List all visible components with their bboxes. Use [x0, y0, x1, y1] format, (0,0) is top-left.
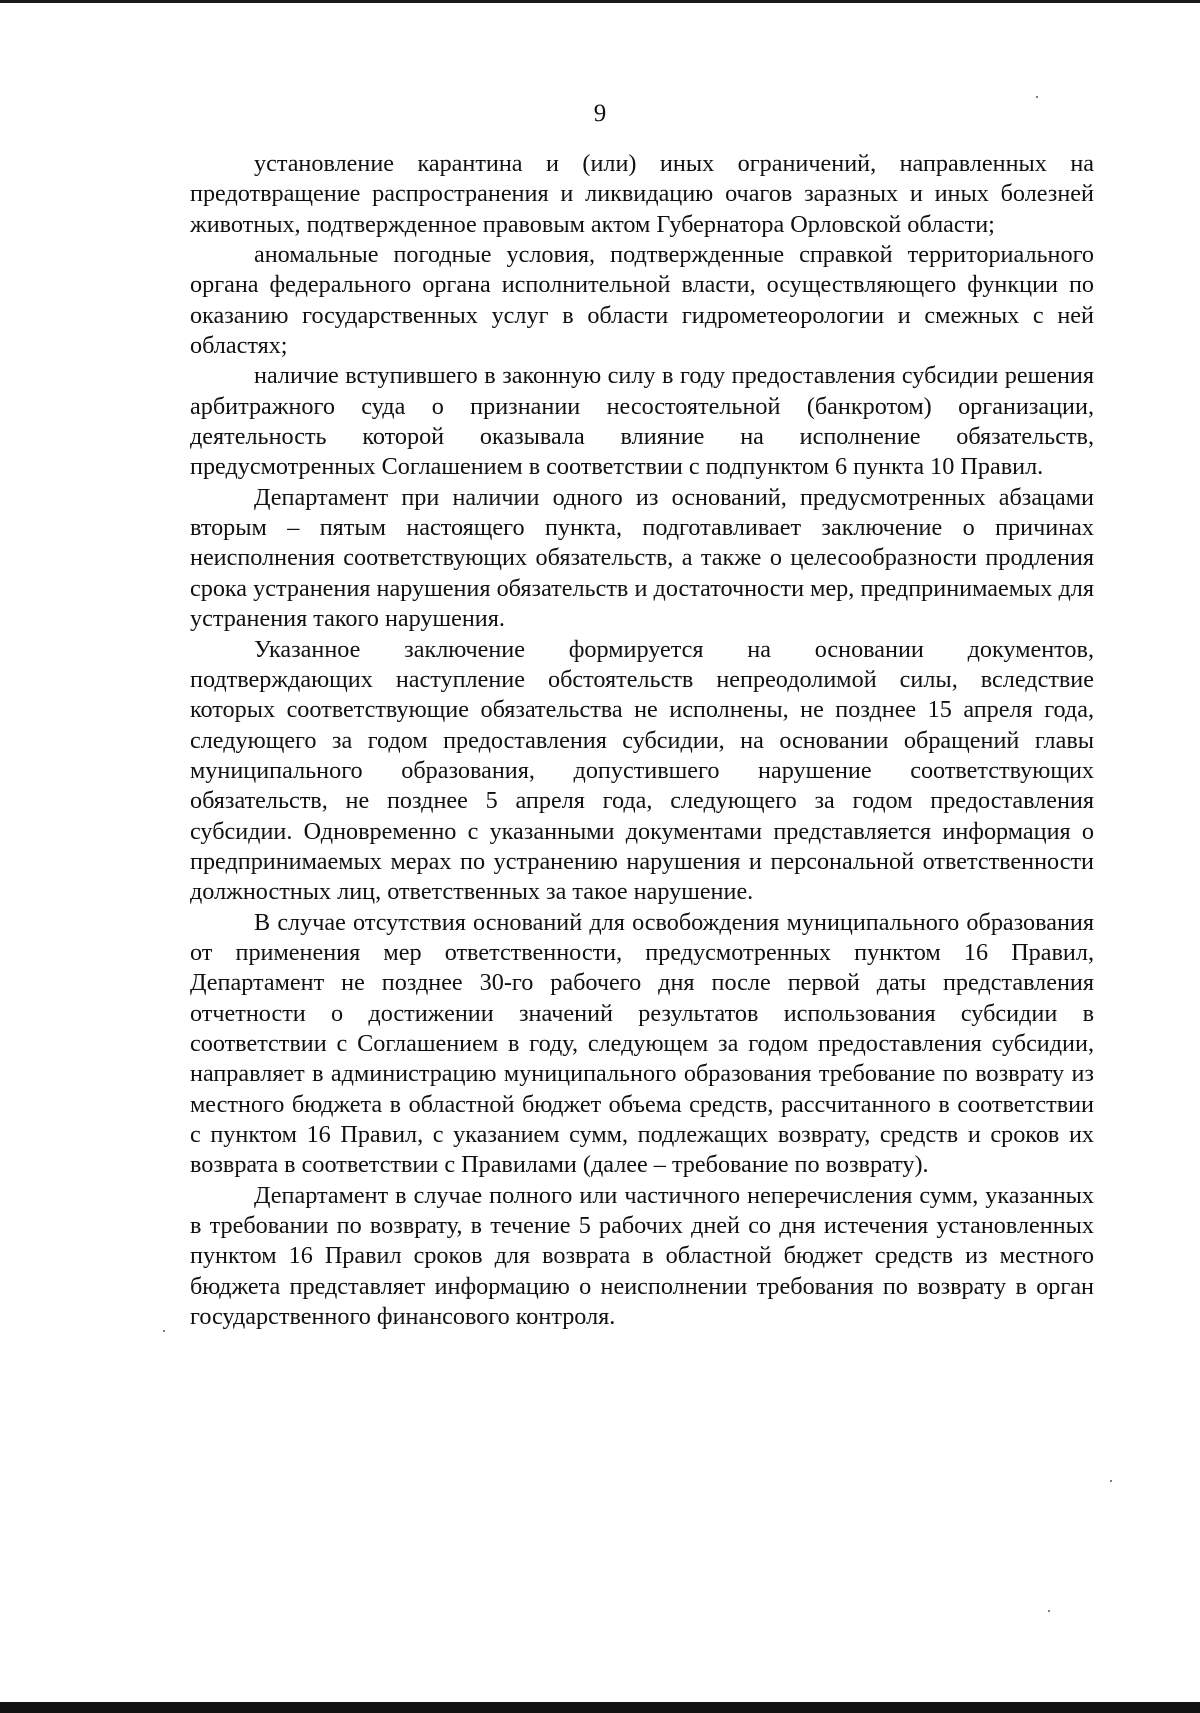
paragraph-weather: аномальные погодные условия, подтвержденные справкой территориального органа федерального органа исполнительной власти, осуществляющего функции по оказанию государственных услуг в области гидрометеорологии и смежных с ней областях;	[190, 241, 1094, 360]
scan-edge-top	[0, 0, 1200, 3]
paragraph-conclusion-basis: Указанное заключение формируется на основании документов, подтверждающих наступление обстоятельств непреодолимой силы, вследствие которых соответствующие обязательства не исполнены, не позднее 15 апреля года, следующего за годом предоставления субсидии, на основании обращений главы муниципального образования, допустившего нарушение соответствующих обязательств, не позднее 5 апреля года, следующего за годом предоставления субсидии. Одновременно с указанными документами представляется информация о предпринимаемых мерах по устранению нарушения и персональной ответственности должностных лиц, ответственных за такое нарушение.	[190, 635, 1094, 906]
page-number: 9	[593, 100, 607, 127]
scan-edge-bottom	[0, 1702, 1200, 1713]
paragraph-quarantine: установление карантина и (или) иных ограничений, направленных на предотвращение распространения и ликвидацию очагов заразных и иных болезней животных, подтвержденное правовым актом Губернатора Орловской области;	[190, 150, 1094, 238]
paragraph-non-transfer: Департамент в случае полного или частичного неперечисления сумм, указанных в требовании по возврату, в течение 5 рабочих дней со дня истечения установленных пунктом 16 Правил сроков для возврата в областной бюджет средств из местного бюджета представляет информацию о неисполнении требования по возврату в орган государственного финансового контроля.	[190, 1181, 1094, 1331]
scan-speck	[163, 1330, 165, 1332]
paragraph-bankruptcy: наличие вступившего в законную силу в году предоставления субсидии решения арбитражного суда о признании несостоятельной (банкротом) организации, деятельность которой оказывала влияние на исполнение обязательств, предусмотренных Соглашением в соответствии с подпунктом 6 пункта 10 Правил.	[190, 362, 1094, 481]
scan-speck	[1048, 1610, 1050, 1612]
paragraph-return-requirement: В случае отсутствия оснований для освобождения муниципального образования от применения мер ответственности, предусмотренных пунктом 16 Правил, Департамент не позднее 30-го рабочего дня после первой даты представления отчетности о достижении значений результатов использования субсидии в соответствии с Соглашением в году, следующем за годом предоставления субсидии, направляет в администрацию муниципального образования требование по возврату из местного бюджета в областной бюджет объема средств, рассчитанного в соответствии с пунктом 16 Правил, с указанием сумм, подлежащих возврату, средств и сроков их возврата в соответствии с Правилами (далее – требование по возврату).	[190, 908, 1094, 1179]
paragraph-department-conclusion: Департамент при наличии одного из оснований, предусмотренных абзацами вторым – пятым настоящего пункта, подготавливает заключение о причинах неисполнения соответствующих обязательств, а также о целесообразности продления срока устранения нарушения обязательств и достаточности мер, предпринимаемых для устранения такого нарушения.	[190, 483, 1094, 633]
document-body	[190, 149, 1094, 1332]
scan-speck	[1036, 96, 1038, 98]
scan-speck	[1110, 1480, 1112, 1482]
